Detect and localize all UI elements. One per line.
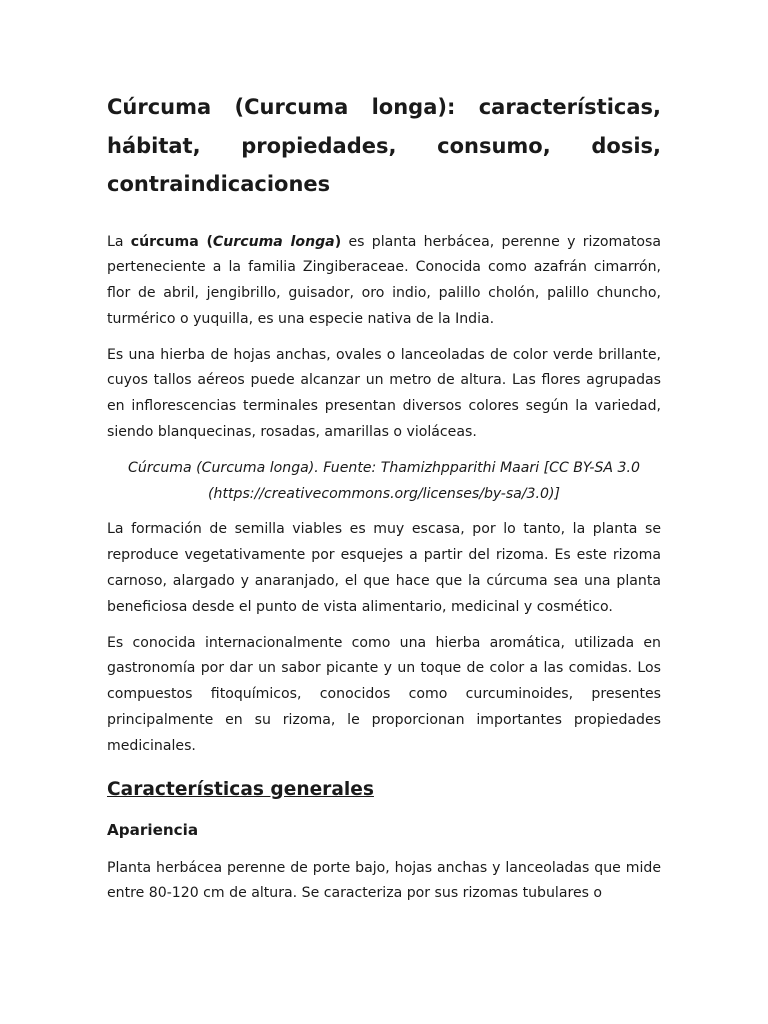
section-subheading: Apariencia [107, 820, 199, 839]
intro-p1-pre: La [107, 233, 131, 250]
page-title: Cúrcuma (Curcuma longa): características, hábitat, propiedades, consumo, dosis, contraindicaciones [107, 95, 661, 196]
intro-p1-bold-close: ) [334, 233, 342, 250]
section-paragraph-1: Planta herbácea perenne de porte bajo, hojas anchas y lanceoladas que mide entre 80-120 cm de altura. Se caracteriza por sus rizomas tubulares o [107, 859, 661, 902]
caption-line-2: (https://creativecommons.org/licenses/by-sa/3.0)] [208, 485, 560, 502]
intro-paragraph-1 [107, 230, 661, 333]
intro-paragraph-4: Es conocida internacionalmente como una hierba aromática, utilizada en gastronomía por dar un sabor picante y un toque de color a las comidas. Los compuestos fitoquímicos, conocidos como curcuminoides, presentes principalmente en su rizoma, le proporcionan importantes propiedades medicinales. [107, 634, 661, 754]
section-heading: Características generales [107, 778, 374, 800]
intro-p1-bold: cúrcuma ( [130, 233, 213, 250]
image-caption [107, 456, 661, 508]
intro-paragraph-2: Es una hierba de hojas anchas, ovales o lanceoladas de color verde brillante, cuyos tallos aéreos puede alcanzar un metro de altura. Las flores agrupadas en inflorescencias terminales presentan diversos colores según la variedad, siendo blanquecinas, rosadas, amarillas o violáceas. [107, 346, 661, 441]
intro-p1-body: es planta herbácea, perenne y rizomatosa perteneciente a la familia Zingiberaceae. Conocida como azafrán cimarrón, flor de abril, jengibrillo, guisador, oro indio, palillo cholón, palillo chuncho, turmérico o yuquilla, es una especie nativa de la India. [107, 233, 661, 327]
intro-p1-scientific-name: Curcuma longa [212, 233, 335, 250]
intro-paragraph-3: La formación de semilla viables es muy escasa, por lo tanto, la planta se reproduce vegetativamente por esquejes a partir del rizoma. Es este rizoma carnoso, alargado y anaranjado, el que hace que la cúrcuma sea una planta beneficiosa desde el punto de vista alimentario, medicinal y cosmético. [107, 521, 661, 615]
caption-line-1: Cúrcuma (Curcuma longa). Fuente: Thamizhpparithi Maari [CC BY-SA 3.0 [128, 459, 640, 476]
